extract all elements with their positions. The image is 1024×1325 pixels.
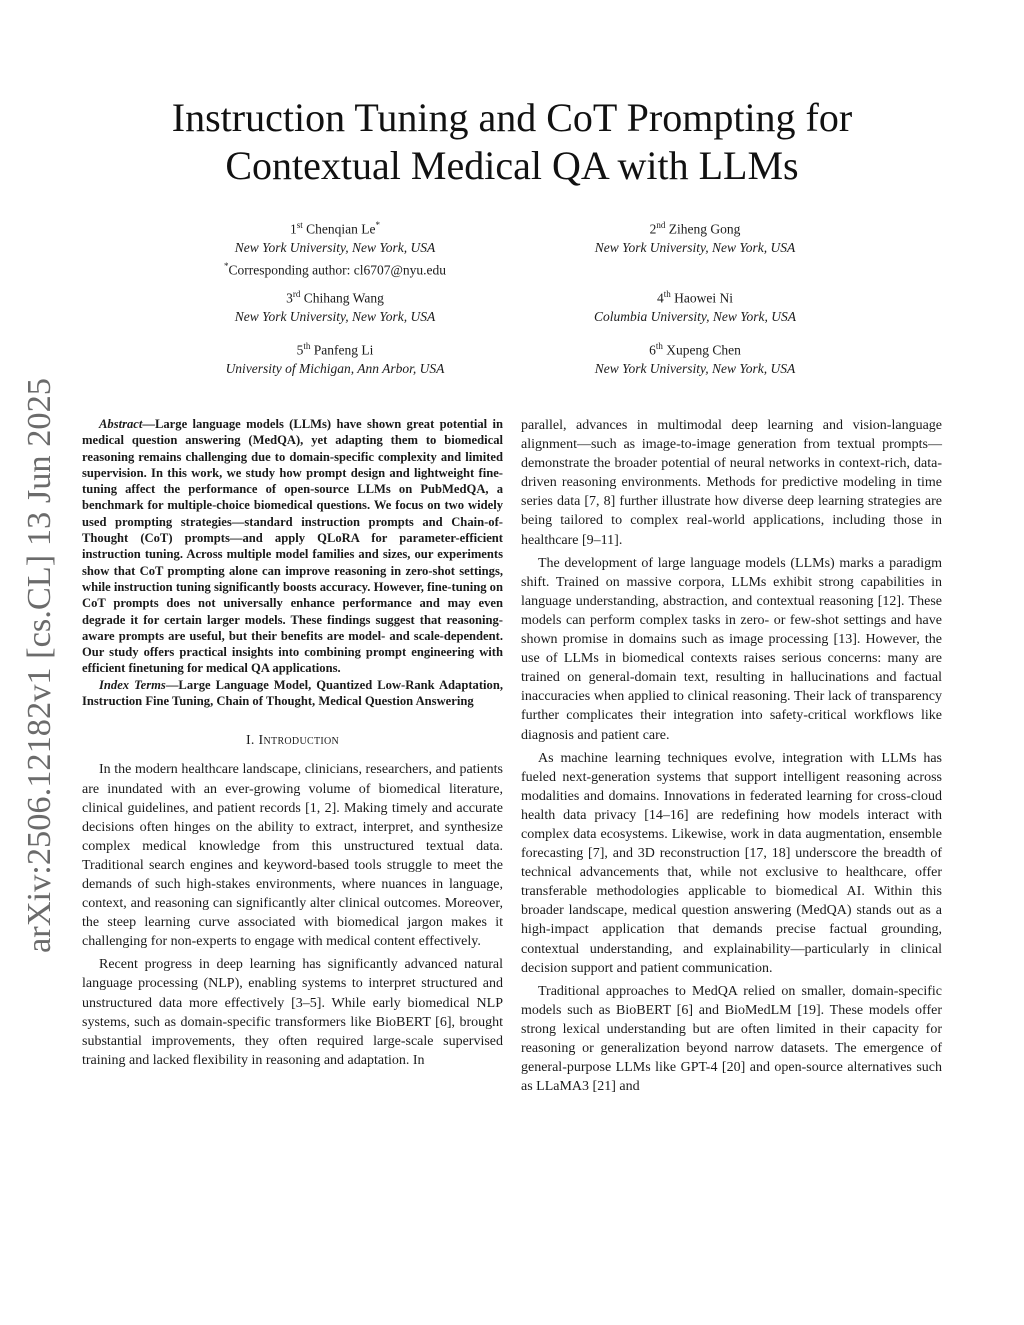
author-name: 3rd Chihang Wang xyxy=(286,289,384,306)
paper-title-line-2: Contextual Medical QA with LLMs xyxy=(225,143,799,188)
abstract-text: —Large language models (LLMs) have shown great potential in medical question answering (MedQA), yet adapting them to biomedical reasoning remains challenging due to domain-specific complexity and limited supervision. In this work, we study how prompt design and lightweight fine-tuning affect the performance of open-source LLMs on PubMedQA, a benchmark for multiple-choice biomedical questions. We focus on two widely used prompting strategies—standard instruction prompts and Chain-of-Thought (CoT) prompts—and apply QLoRA for parameter-efficient instruction tuning. Across multiple model families and sizes, our experiments show that CoT prompting alone can improve reasoning in zero-shot settings, while instruction tuning significantly boosts accuracy. However, fine-tuning on CoT prompts does not universally enhance performance and may even degrade it for certain larger models. These findings suggest that reasoning-aware prompts are useful, but their benefits are model- and scale-dependent. Our study offers practical insights into combining prompt engineering with efficient finetuning for medical QA applications. xyxy=(82,417,503,676)
paper-title xyxy=(0,94,1024,190)
section-title: Introduction xyxy=(258,733,340,749)
author-name: 6th Xupeng Chen xyxy=(649,341,741,358)
paragraph: Traditional approaches to MedQA relied on smaller, domain-specific models such as BioBERT [6] and BioMedLM [19]. These models offer strong lexical understanding but are often limited in their capacity for reasoning or generalization beyond narrow datasets. The emergence of general-purpose LLMs like GPT-4 [20] and open-source alternatives such as LLaMA3 [21] and xyxy=(521,983,942,1095)
author-affiliation: New York University, New York, USA xyxy=(234,239,436,255)
index-terms-text: —Large Language Model, Quantized Low-Rank Adaptation, Instruction Fine Tuning, Chain of Thought, Medical Question Answering xyxy=(82,677,503,709)
author-name: 2nd Ziheng Gong xyxy=(649,220,741,237)
paper-title-line-1: Instruction Tuning and CoT Prompting for xyxy=(171,95,853,140)
author-block-6 xyxy=(530,337,860,378)
author-name: 4th Haowei Ni xyxy=(657,289,733,306)
author-affiliation: New York University, New York, USA xyxy=(234,308,436,324)
author-affiliation: Columbia University, New York, USA xyxy=(593,308,796,324)
author-block-4 xyxy=(530,285,860,326)
author-affiliation: New York University, New York, USA xyxy=(594,239,796,255)
arxiv-identifier-text: arXiv:2506.12182v1 [cs.CL] 13 Jun 2025 xyxy=(21,384,58,953)
arxiv-identifier-stamp xyxy=(10,378,64,953)
left-column xyxy=(82,416,503,1070)
author-affiliation: New York University, New York, USA xyxy=(594,360,796,376)
abstract xyxy=(82,416,503,677)
index-terms-lead: Index Terms xyxy=(99,677,166,692)
paragraph: In the modern healthcare landscape, clinicians, researchers, and patients are inundated with an ever-growing volume of biomedical literature, clinical guidelines, and patient records [1, 2]. Making timely and accurate decisions often hinges on the ability to extract, interpret, and synthesize complex medical knowledge from this unstructured textual data. Traditional search engines and keyword-based tools struggle to meet the demands of such high-stakes environments, where nuances in language, context, and reasoning can significantly alter clinical outcomes. Moreover, the steep learning curve associated with biomedical jargon makes it challenging for non-experts to engage with medical content effectively. xyxy=(82,762,503,950)
author-name: 1st Chenqian Le* xyxy=(290,220,380,237)
paragraph: The development of large language models (LLMs) marks a paradigm shift. Trained on massive corpora, LLMs exhibit strong capabilities in language understanding, abstraction, and contextual reasoning [12]. These models can perform complex tasks in zero- or few-shot settings and have shown promise in domains such as image processing [13]. However, the use of LLMs in biomedical contexts raises serious concerns: many are trained on general-domain text, resulting in hallucinations and factual inaccuracies when applied to clinical reasoning. Their lack of transparency further complicates their integration into safety-critical workflows like diagnosis and patient care. xyxy=(521,555,942,743)
right-column xyxy=(521,416,942,1096)
corresponding-author-note: *Corresponding author: cl6707@nyu.edu xyxy=(223,260,447,277)
abstract-lead: Abstract xyxy=(99,417,143,431)
paragraph: As machine learning techniques evolve, integration with LLMs has fueled next-generation systems that support intelligent reasoning across modalities and domains. Innovations in federated learning for cross-cloud health data privacy [14–16] are redefining how models interact with complex data ecosystems. Likewise, work in data augmentation, ensemble forecasting [7], and 3D reconstruction [17, 18] underscore the breadth of technical advancements that, while not exclusive to healthcare, offer transferable methodologies applicable to biomedical AI. Within this broader landscape, medical question answering (MedQA) stands out as a high-impact application that demands precise factual grounding, contextual understanding, and explainability—particularly in clinical decision support and patient communication. xyxy=(521,750,942,976)
paragraph: parallel, advances in multimodal deep learning and vision-language alignment—such as image-to-image generation from textual prompts—demonstrate the broader potential of neural networks in context-rich, data-driven reasoning environments. Methods for predictive modeling in time series data [7, 8] further illustrate how diverse deep learning strategies are being tailored to complex real-world applications, including those in healthcare [9–11]. xyxy=(521,418,942,548)
author-block-3 xyxy=(170,285,500,326)
author-name: 5th Panfeng Li xyxy=(296,341,374,358)
author-block-1 xyxy=(170,216,500,279)
section-heading xyxy=(82,731,503,750)
paragraph: Recent progress in deep learning has significantly advanced natural language processing (NLP), enabling systems to interpret structured and unstructured data more effectively [3–5]. While early biomedical NLP systems, such as domain-specific transformers like BioBERT [6], brought substantial improvements, they often required large-scale supervised training and lacked flexibility in reasoning and adaptation. In xyxy=(82,957,503,1068)
author-block-2 xyxy=(530,216,860,257)
author-affiliation: University of Michigan, Ann Arbor, USA xyxy=(225,360,445,376)
author-block-5 xyxy=(170,337,500,378)
index-terms xyxy=(82,677,503,710)
section-number: I. xyxy=(245,733,255,749)
